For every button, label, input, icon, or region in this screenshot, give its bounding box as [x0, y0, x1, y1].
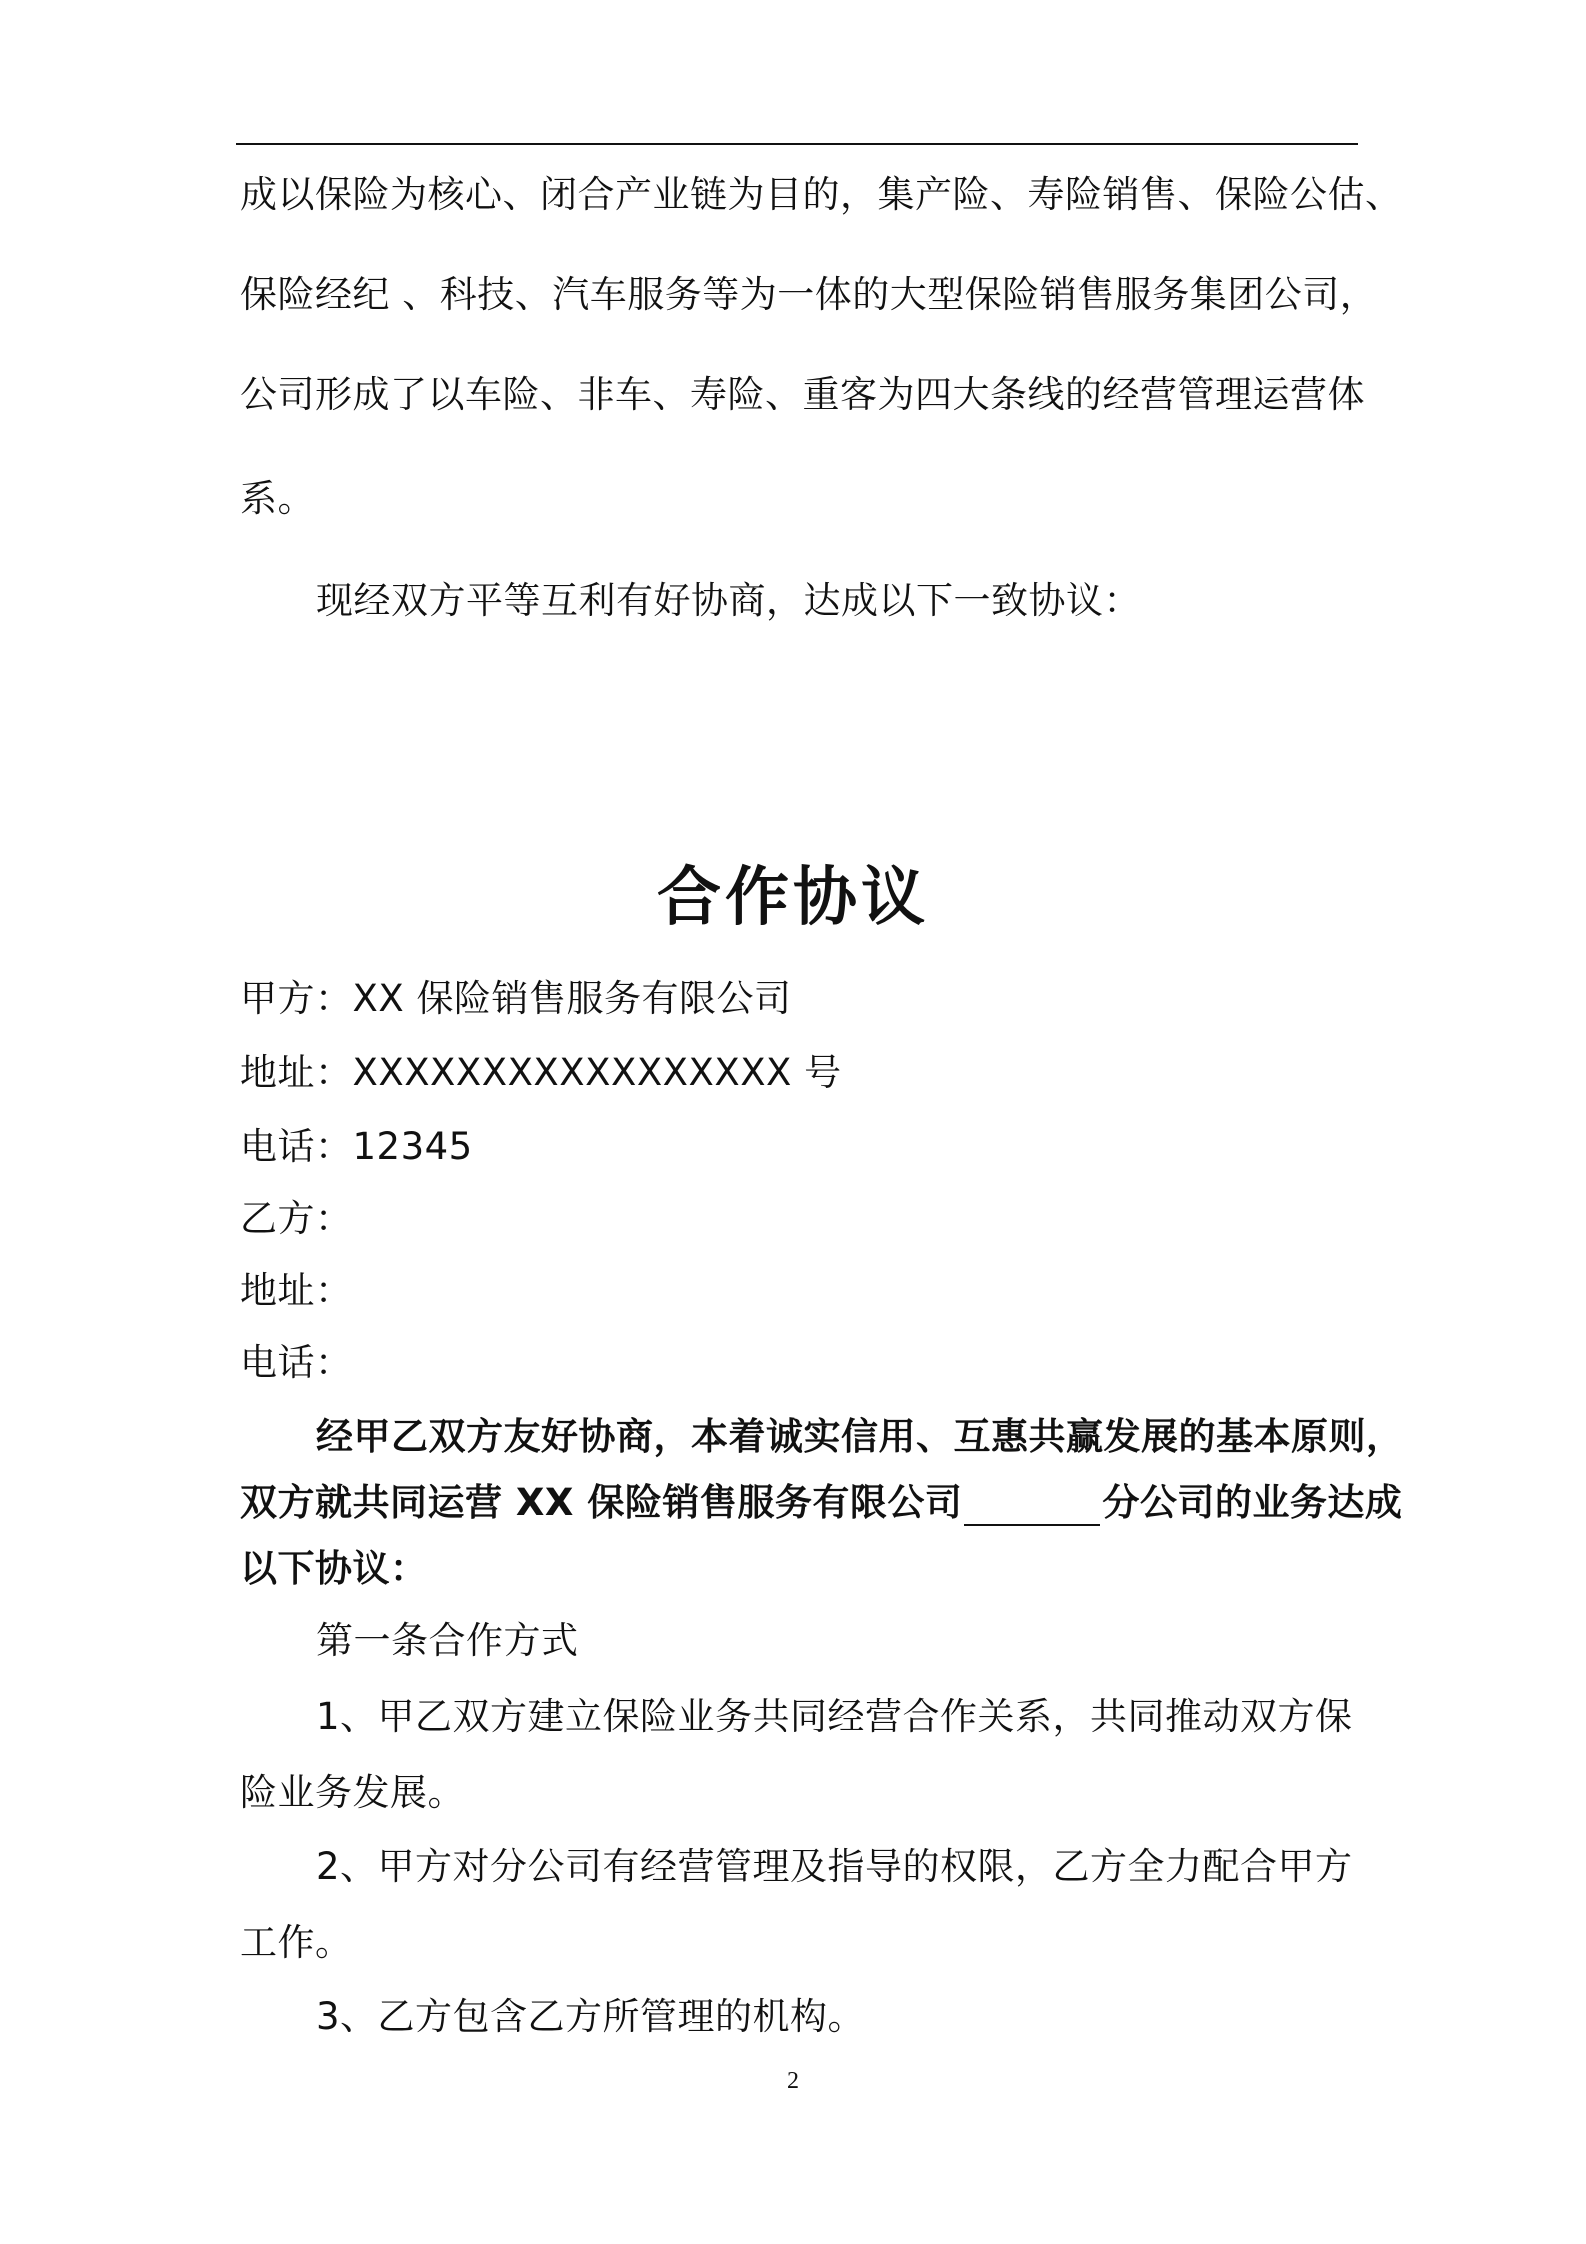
agreement-lead: 现经双方平等互利有好协商，达成以下一致协议：	[316, 579, 1141, 622]
preamble-line-2	[240, 1480, 1402, 1526]
party-a-name: 甲方：XX 保险销售服务有限公司	[240, 977, 792, 1020]
article1-item1-line1: 1、甲乙双方建立保险业务共同经营合作关系，共同推动双方保	[316, 1695, 1353, 1738]
intro-line-1: 成以保险为核心、闭合产业链为目的，集产险、寿险销售、保险公估、	[240, 173, 1403, 216]
party-b-name: 乙方：	[240, 1197, 353, 1240]
preamble-line-3: 以下协议：	[240, 1547, 428, 1590]
article1-item1-line2: 险业务发展。	[240, 1771, 465, 1814]
party-b-address: 地址：	[240, 1269, 353, 1312]
intro-line-2: 保险经纪 、科技、汽车服务等为一体的大型保险销售服务集团公司，	[240, 273, 1378, 316]
branch-name-blank	[964, 1488, 1100, 1526]
article1-item3: 3、乙方包含乙方所管理的机构。	[316, 1995, 866, 2038]
intro-line-3: 公司形成了以车险、非车、寿险、重客为四大条线的经营管理运营体	[240, 373, 1365, 416]
party-a-phone: 电话：12345	[240, 1125, 473, 1168]
preamble-line-1: 经甲乙双方友好协商，本着诚实信用、互惠共赢发展的基本原则，	[316, 1415, 1404, 1458]
intro-line-4: 系。	[240, 477, 315, 520]
preamble-line-2-after: 分公司的业务达成	[1102, 1481, 1403, 1524]
party-b-phone: 电话：	[240, 1341, 353, 1384]
article1-heading: 第一条合作方式	[316, 1619, 579, 1662]
preamble-line-2-before: 双方就共同运营 XX 保险销售服务有限公司	[240, 1481, 963, 1524]
page-number: 2	[787, 2068, 799, 2094]
party-a-address: 地址：XXXXXXXXXXXXXXXXX 号	[240, 1051, 842, 1094]
article1-item2-line1: 2、甲方对分公司有经营管理及指导的权限，乙方全力配合甲方	[316, 1845, 1353, 1888]
document-title: 合作协议	[657, 861, 929, 935]
header-rule	[236, 143, 1358, 145]
article1-item2-line2: 工作。	[240, 1921, 353, 1964]
